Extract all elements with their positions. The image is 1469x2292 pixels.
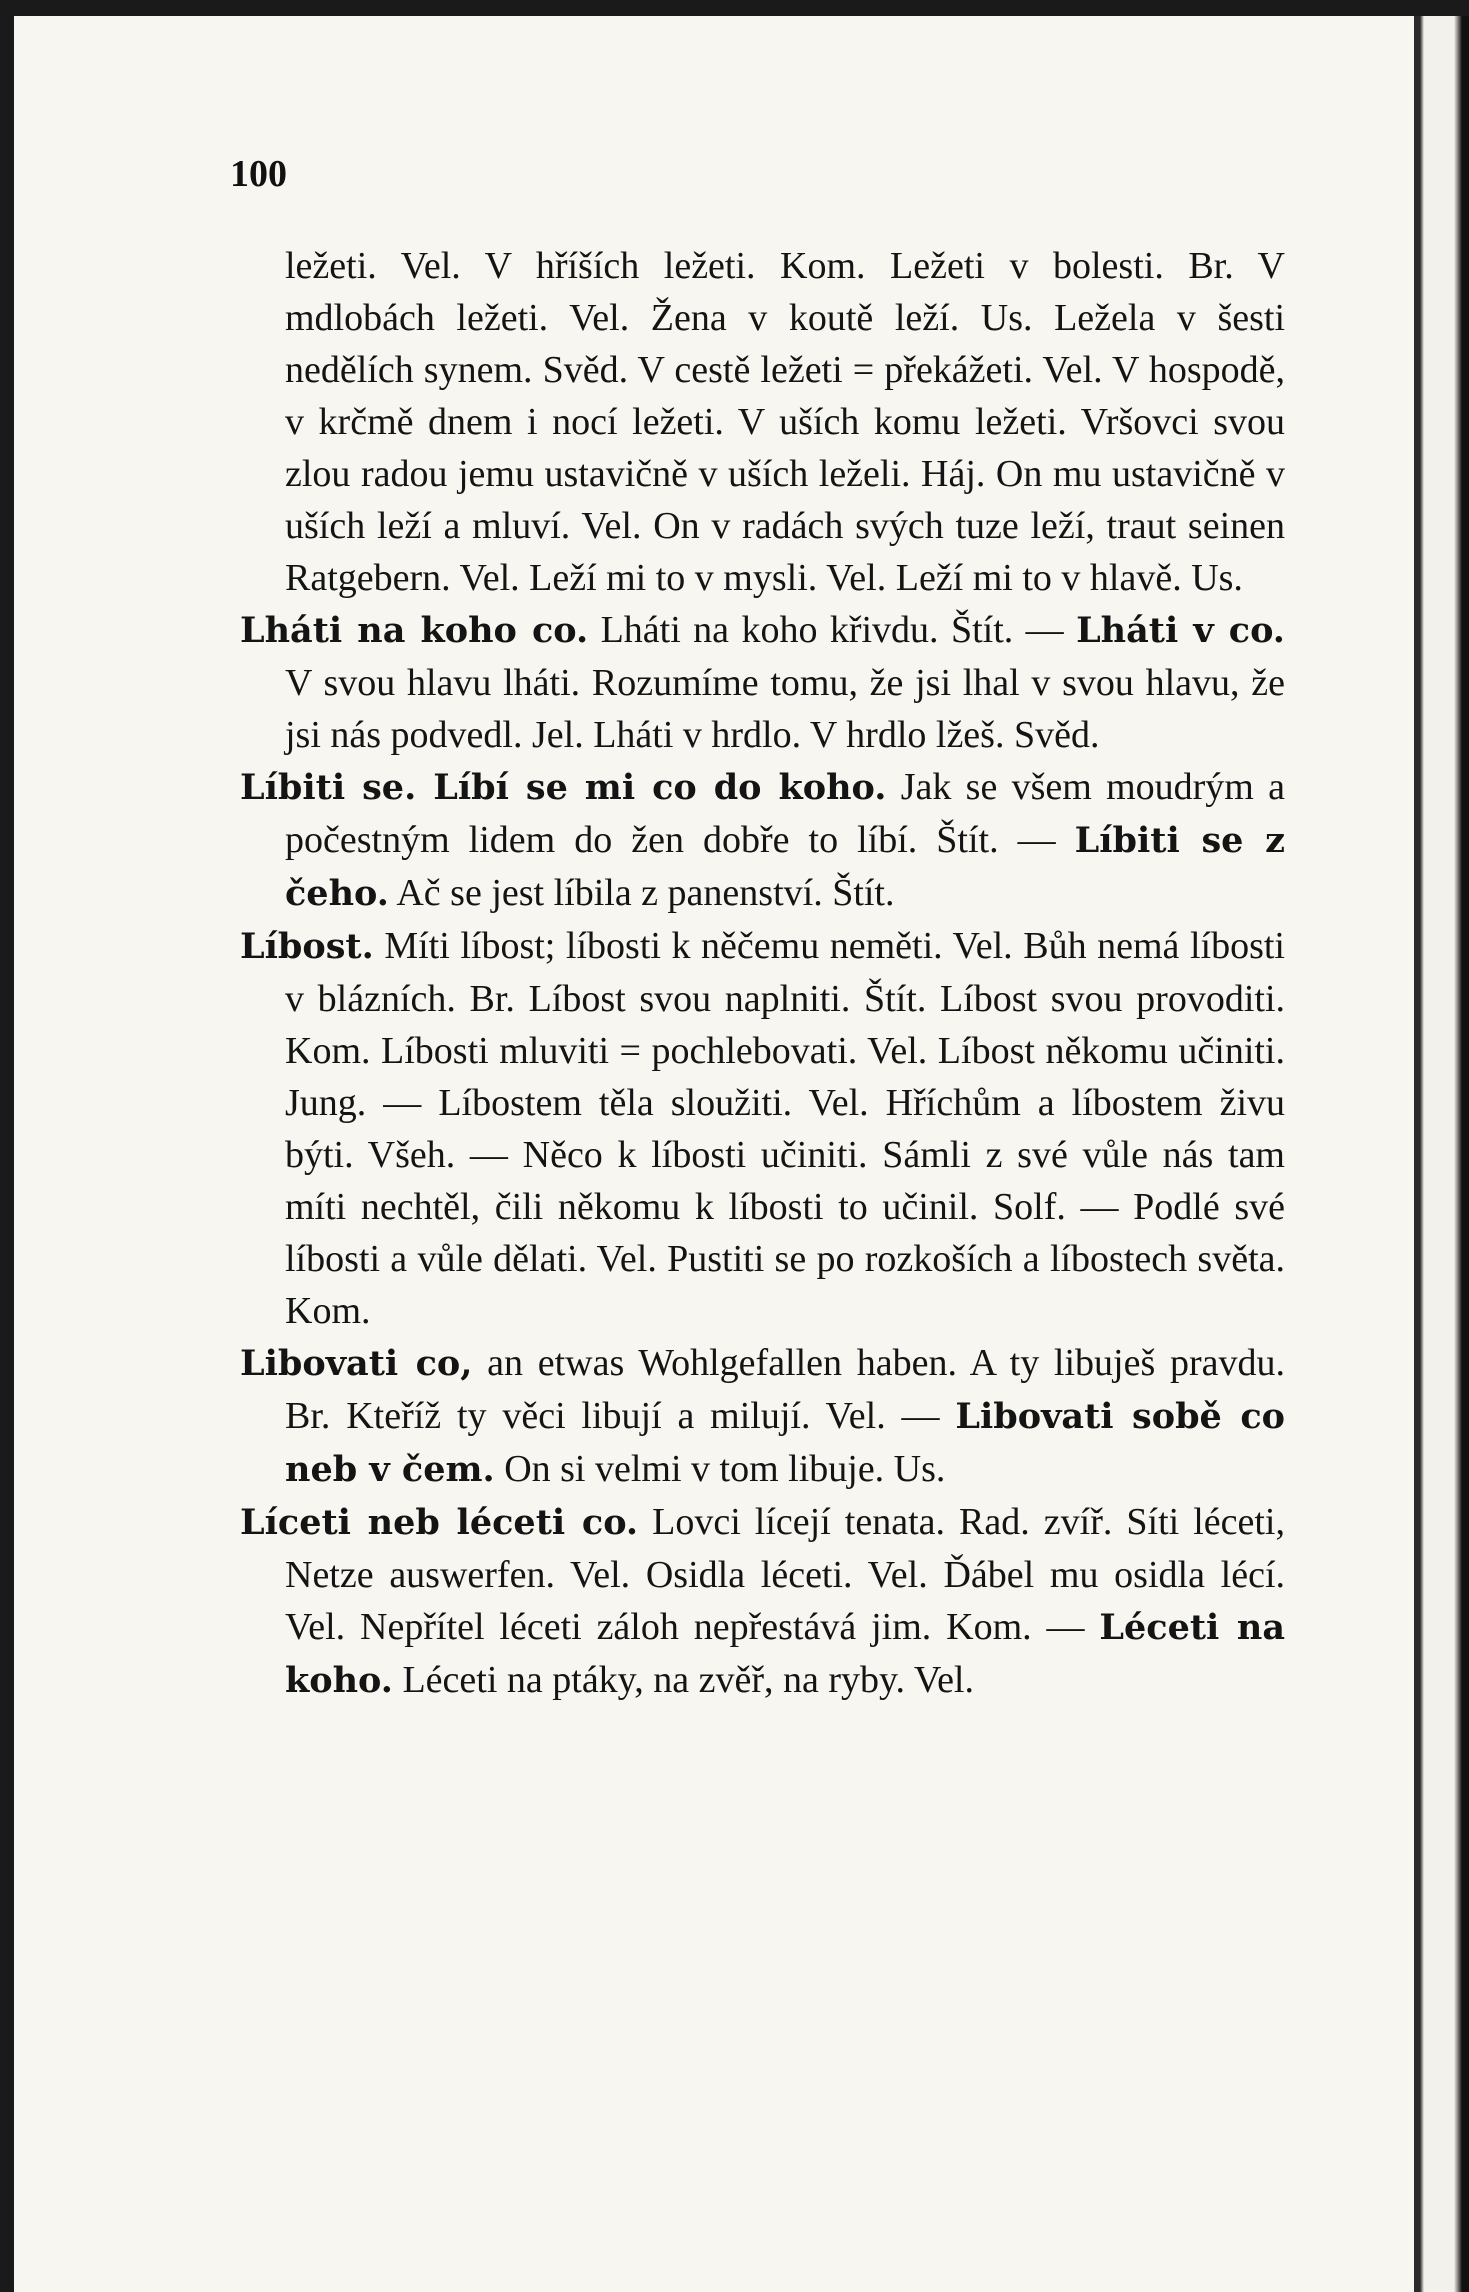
entry-continuation: ležeti. Vel. V hříších ležeti. Kom. Ležeti v bolesti. Br. V mdlobách ležeti. Vel. Žena v koutě leží. Us. Ležela v šesti nedělích synem. Svěd. V cestě ležeti = překážeti. Vel. V hospodě, v krčmě dnem i nocí ležeti. V uších komu ležeti. Vršovci svou zlou radou jemu ustavičně v uších leželi. Háj. On mu ustavičně v uších leží a mluví. Vel. On v radách svých tuze leží, traut seinen Ratgebern. Vel. Leží mi to v mysli. Vel. Leží mi to v hlavě. Us.	[285, 245, 1285, 599]
dictionary-entry: Lháti na koho co. Lháti na koho křivdu. Štít. — Lháti v co. V svou hlavu lháti. Rozumíme tomu, že jsi lhal v svou hlavu, že jsi nás podvedl. Jel. Lháti v hrdlo. V hrdlo lžeš. Svěd.	[240, 609, 1285, 756]
dictionary-entry: Líbost. Míti líbost; líbosti k něčemu neměti. Vel. Bůh nemá líbosti v blázních. Br. Líbost svou naplniti. Štít. Líbost svou provoditi. Kom. Líbosti mluviti = pochlebovati. Vel. Líbost někomu učiniti. Jung. — Líbostem těla sloužiti. Vel. Hříchům a líbostem živu býti. Všeh. — Něco k líbosti učiniti. Sámli z své vůle nás tam míti nechtěl, čili někomu k líbosti to učinil. Solf. — Podlé své líbosti a vůle dělati. Vel. Pustiti se po rozkoších a líbostech světa. Kom.	[240, 925, 1285, 1332]
dictionary-entry: Libovati co, an etwas Wohlgefallen haben. A ty libuješ pravdu. Br. Kteříž ty věci libují a milují. Vel. — Libovati sobě co neb v čem. On si velmi v tom libuje. Us.	[240, 1342, 1285, 1490]
dictionary-entry: Líbiti se. Líbí se mi co do koho. Jak se všem moudrým a počestným lidem do žen dobře to líbí. Štít. — Líbiti se z čeho. Ač se jest líbila z panenství. Štít.	[240, 766, 1286, 914]
page-number: 100	[230, 153, 287, 195]
dictionary-entry: Líceti neb léceti co. Lovci lícejí tenata. Rad. zvíř. Síti léceti, Netze auswerfen. Vel. Osidla léceti. Vel. Ďábel mu osidla lécí. Vel. Nepřítel léceti záloh nepřestává jim. Kom. — Léceti na koho. Léceti na ptáky, na zvěř, na ryby. Vel.	[240, 1501, 1285, 1701]
dictionary-text	[240, 240, 1285, 1707]
page-edge	[1414, 16, 1469, 2292]
